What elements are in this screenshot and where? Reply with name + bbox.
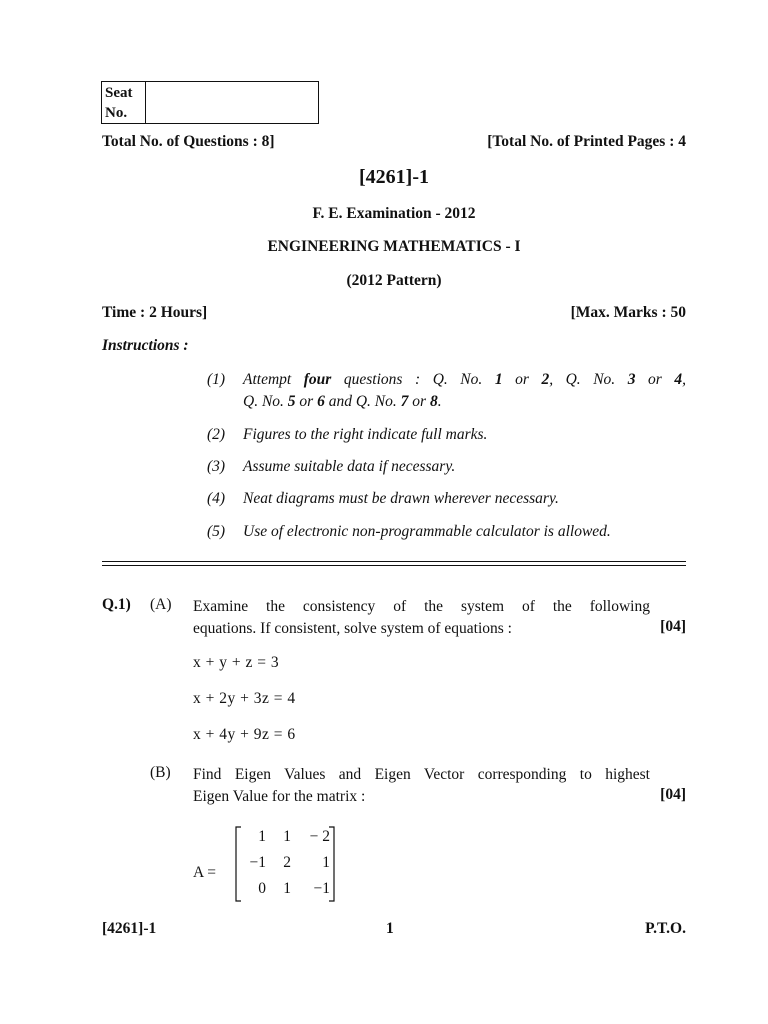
matrix-cell: 1 xyxy=(283,880,291,897)
footer-paper-code: [4261]-1 xyxy=(102,920,157,937)
instruction-text: Figures to the right indicate full marks. xyxy=(243,426,488,443)
instructions-heading: Instructions : xyxy=(102,337,189,354)
seat-number-label xyxy=(102,82,146,123)
question-text-line: equations. If consistent, solve system of equations : xyxy=(193,620,512,637)
instruction-text: Q. No. xyxy=(243,393,288,410)
max-marks: [Max. Marks : 50 xyxy=(570,304,686,321)
pattern-label: (2012 Pattern) xyxy=(346,272,442,289)
matrix xyxy=(234,826,336,902)
equation: x + 4y + 9z = 6 xyxy=(193,726,296,743)
please-turn-over: P.T.O. xyxy=(645,920,686,937)
question-number: Q.1) xyxy=(102,596,131,613)
instruction-number: (1) xyxy=(207,371,226,388)
page-number: 1 xyxy=(386,920,394,937)
matrix-cell: 2 xyxy=(283,854,291,871)
matrix-cell: 1 xyxy=(322,854,330,871)
exam-name: F. E. Examination - 2012 xyxy=(312,205,476,222)
question-page-count-row xyxy=(102,133,686,151)
instruction-item xyxy=(207,456,686,478)
instruction-text: or xyxy=(502,371,542,388)
time-allowed: Time : 2 Hours] xyxy=(102,304,208,321)
time-marks-row xyxy=(102,304,686,322)
total-questions: Total No. of Questions : 8] xyxy=(102,133,275,150)
instruction-text: or xyxy=(635,371,675,388)
instruction-emphasis: 7 xyxy=(400,393,409,410)
instruction-number: (5) xyxy=(207,523,226,540)
instruction-text: Assume suitable data if necessary. xyxy=(243,458,456,475)
instruction-emphasis: 8 xyxy=(429,393,438,410)
seat-label-line2: No. xyxy=(105,105,128,121)
marks-label: [04] xyxy=(660,786,686,803)
instruction-text: , xyxy=(682,371,686,388)
instruction-item xyxy=(207,521,686,543)
instruction-text: questions : Q. No. xyxy=(331,371,495,388)
instruction-emphasis: 5 xyxy=(287,393,296,410)
instruction-item xyxy=(207,369,686,413)
question-text-line: Examine the consistency of the system of the following xyxy=(193,598,650,615)
instruction-item xyxy=(207,424,686,446)
instruction-text: and Q. No. xyxy=(324,393,401,410)
instruction-text: Neat diagrams must be drawn wherever necessary. xyxy=(243,490,559,507)
divider-line xyxy=(102,565,686,566)
instruction-text: or xyxy=(295,393,318,410)
instruction-number: (4) xyxy=(207,490,226,507)
instruction-number: (2) xyxy=(207,426,226,443)
question-text-line: Find Eigen Values and Eigen Vector corresponding to highest xyxy=(193,766,650,783)
question-text xyxy=(193,596,650,640)
instruction-number: (3) xyxy=(207,458,226,475)
matrix-cell: − 2 xyxy=(309,828,330,845)
paper-code: [4261]-1 xyxy=(359,166,429,188)
matrix-cell: 0 xyxy=(258,880,266,897)
matrix-cell: 1 xyxy=(283,828,291,845)
instruction-emphasis: 6 xyxy=(317,393,325,410)
seat-number-box xyxy=(101,81,319,124)
subject-title: ENGINEERING MATHEMATICS - I xyxy=(267,238,521,255)
subquestion-label: (B) xyxy=(150,764,171,781)
instruction-text: Use of electronic non-programmable calculator is allowed. xyxy=(243,523,611,540)
marks-label: [04] xyxy=(660,618,686,635)
instruction-text: or xyxy=(408,393,430,410)
instruction-emphasis: four xyxy=(303,371,332,388)
equation: x + 2y + 3z = 4 xyxy=(193,690,296,707)
instruction-text: Attempt xyxy=(243,371,304,388)
seat-label-line1: Seat xyxy=(105,85,133,101)
instruction-text: , Q. No. xyxy=(549,371,628,388)
instruction-emphasis: 2 xyxy=(541,371,550,388)
equation: x + y + z = 3 xyxy=(193,654,280,671)
matrix-label: A = xyxy=(193,864,216,881)
subquestion-label: (A) xyxy=(150,596,172,613)
instruction-emphasis: 3 xyxy=(627,371,636,388)
instruction-item xyxy=(207,488,686,510)
matrix-cell: −1 xyxy=(249,854,266,871)
instruction-text: . xyxy=(437,393,442,410)
seat-number-field[interactable] xyxy=(146,82,318,123)
total-pages: [Total No. of Printed Pages : 4 xyxy=(487,133,686,150)
matrix-cell: 1 xyxy=(258,828,266,845)
instruction-emphasis: 1 xyxy=(494,371,503,388)
question-text xyxy=(193,764,650,808)
divider-line xyxy=(102,561,686,562)
question-text-line: Eigen Value for the matrix : xyxy=(193,788,366,805)
matrix-cell: −1 xyxy=(313,880,330,897)
instruction-emphasis: 4 xyxy=(674,371,683,388)
